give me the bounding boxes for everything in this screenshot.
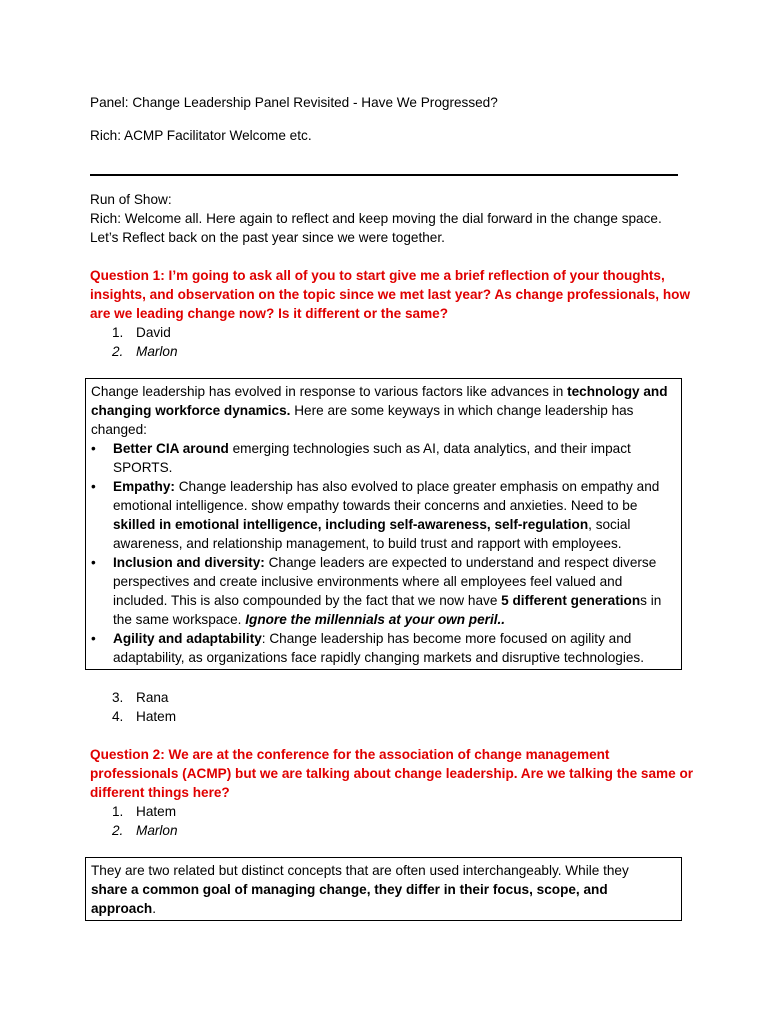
question-2-text: professionals (ACMP) but we are talking about change leadership. Are we talking the same or: [90, 766, 694, 781]
bullet-heading: Inclusion and diversity:: [113, 555, 265, 570]
bullet-icon: •: [91, 441, 96, 456]
bullet-text: s in: [640, 593, 662, 608]
box-intro: [91, 382, 676, 439]
answer-box-concepts: [85, 857, 682, 921]
bullet-text: : Change leadership has become more focused on agility and: [261, 631, 632, 646]
question-1-text: Question 1: I’m going to ask all of you to start give me a brief reflection of your thoughts,: [90, 268, 665, 283]
bullet-heading: Empathy:: [113, 479, 175, 494]
run-of-show-line: Rich: Welcome all. Here again to reflect and keep moving the dial forward in the change space.: [90, 211, 662, 226]
bullet-text: perspectives and create inclusive environments where all employees feel valued and: [113, 574, 623, 589]
bullet-text: Change leadership has also evolved to place greater emphasis on empathy and: [174, 479, 660, 494]
bullet-icon: •: [91, 479, 96, 494]
bullet-text: , social: [588, 517, 631, 532]
list-number: 2.: [112, 344, 124, 359]
bullet-heading: Better CIA around: [113, 441, 229, 456]
box-bold-text: share a common goal of managing change, they differ in their focus, scope, and approach: [91, 882, 608, 916]
bullet-text: adaptability, as organizations face rapidly changing markets and disruptive technologies.: [113, 650, 644, 665]
list-item: [91, 439, 676, 477]
list-number: 2.: [112, 823, 124, 838]
speaker-name: Rana: [136, 690, 169, 705]
box-text-line: They are two related but distinct concepts that are often used interchangeably. While they: [91, 863, 629, 878]
question-1-text: are we leading change now? Is it different or the same?: [90, 306, 449, 321]
list-item: [91, 477, 676, 553]
list-item: [91, 629, 676, 667]
list-number: 3.: [112, 690, 124, 705]
run-of-show-line: Let’s Reflect back on the past year since we were together.: [90, 230, 445, 245]
bullet-text: the same workspace.: [113, 612, 246, 627]
speaker-name: Marlon: [136, 823, 178, 838]
bullet-text: included. This is also compounded by the fact that we now have: [113, 593, 502, 608]
intro-text: Change leadership has evolved in response to various factors like advances in: [91, 384, 568, 399]
box-text: [91, 861, 676, 918]
list-number: 4.: [112, 709, 124, 724]
question-1-text: insights, and observation on the topic since we met last year? As change professionals, how: [90, 287, 691, 302]
bullet-icon: •: [91, 555, 96, 570]
box-text-end: .: [152, 901, 156, 916]
list-item: [91, 553, 676, 629]
bullet-text: Change leaders are expected to understand and respect diverse: [264, 555, 657, 570]
bullet-bold-text: 5 different generation: [501, 593, 641, 608]
bullet-icon: •: [91, 631, 96, 646]
question-2-text: different things here?: [90, 785, 230, 800]
horizontal-divider: [90, 174, 678, 176]
intro-text: Here are some keyways in which change leadership has: [290, 403, 634, 418]
bullet-text: awareness, and relationship management, to build trust and rapport with employees.: [113, 536, 622, 551]
intro-bold-text: technology and: [567, 384, 668, 399]
speaker-name: Hatem: [136, 804, 177, 819]
bullet-text: emerging technologies such as AI, data analytics, and their impact: [228, 441, 631, 456]
bullet-text: emotional intelligence. show empathy towards their concerns and anxieties. Need to be: [113, 498, 638, 513]
run-of-show-label: Run of Show:: [90, 192, 172, 207]
bullet-bold-italic-text: Ignore the millennials at your own peril..: [245, 612, 506, 627]
speaker-name: David: [136, 325, 171, 340]
bullet-heading: Agility and adaptability: [113, 631, 262, 646]
speaker-name: Hatem: [136, 709, 177, 724]
list-number: 1.: [112, 804, 124, 819]
intro-text: changed:: [91, 422, 147, 437]
bullet-text: SPORTS.: [113, 460, 173, 475]
panel-title: Panel: Change Leadership Panel Revisited - Have We Progressed?: [90, 95, 498, 110]
list-number: 1.: [112, 325, 124, 340]
bullet-list: [91, 439, 676, 667]
intro-bold-text: changing workforce dynamics.: [91, 403, 291, 418]
answer-box-change-leadership: [85, 378, 682, 670]
question-2-text: Question 2: We are at the conference for the association of change management: [90, 747, 610, 762]
bullet-bold-text: skilled in emotional intelligence, including self-awareness, self-regulation: [113, 517, 589, 532]
speaker-name: Marlon: [136, 344, 178, 359]
facilitator-line: Rich: ACMP Facilitator Welcome etc.: [90, 128, 312, 143]
